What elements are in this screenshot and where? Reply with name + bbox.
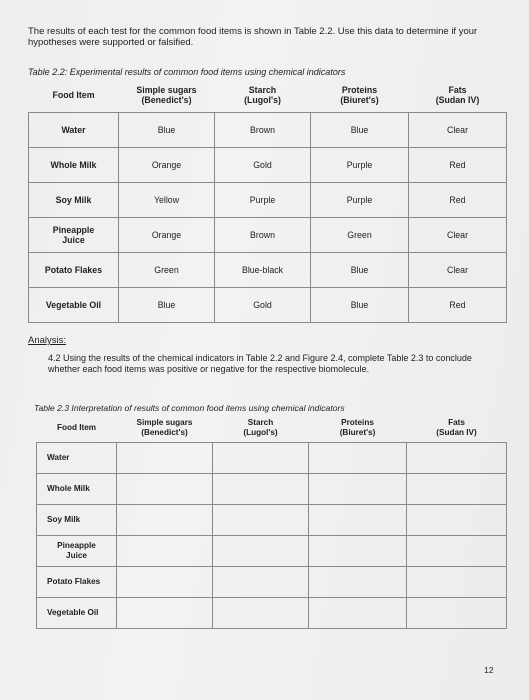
cell-protein: Green bbox=[311, 218, 409, 253]
answer-cell-fat[interactable] bbox=[407, 443, 507, 474]
table-2-3 bbox=[36, 414, 507, 629]
answer-cell-fat[interactable] bbox=[407, 598, 507, 629]
answer-cell-sugar[interactable] bbox=[117, 474, 213, 505]
cell-food: Vegetable Oil bbox=[37, 598, 117, 629]
cell-food: Soy Milk bbox=[29, 183, 119, 218]
answer-cell-sugar[interactable] bbox=[117, 505, 213, 536]
answer-cell-protein[interactable] bbox=[309, 536, 407, 567]
cell-protein: Blue bbox=[311, 288, 409, 323]
header-food-item: Food Item bbox=[37, 414, 117, 443]
answer-cell-protein[interactable] bbox=[309, 598, 407, 629]
cell-sugar: Orange bbox=[119, 218, 215, 253]
answer-cell-starch[interactable] bbox=[213, 505, 309, 536]
table-row bbox=[37, 536, 507, 567]
table-row bbox=[37, 567, 507, 598]
answer-cell-fat[interactable] bbox=[407, 474, 507, 505]
answer-cell-fat[interactable] bbox=[407, 536, 507, 567]
cell-starch: Brown bbox=[215, 218, 311, 253]
header-proteins: Proteins (Biuret's) bbox=[309, 414, 407, 443]
answer-cell-sugar[interactable] bbox=[117, 598, 213, 629]
answer-cell-starch[interactable] bbox=[213, 567, 309, 598]
table-row bbox=[29, 183, 507, 218]
cell-food: Soy Milk bbox=[37, 505, 117, 536]
table-row bbox=[37, 505, 507, 536]
answer-cell-starch[interactable] bbox=[213, 474, 309, 505]
table-row bbox=[37, 598, 507, 629]
cell-fat: Red bbox=[409, 288, 507, 323]
header-food-item: Food Item bbox=[52, 90, 95, 100]
cell-sugar: Blue bbox=[119, 113, 215, 148]
cell-food: Water bbox=[37, 443, 117, 474]
page-number: 12 bbox=[484, 665, 494, 675]
intro-text: The results of each test for the common food items is shown in Table 2.2. Use this data to determine if your hypotheses were supported or falsified. bbox=[28, 26, 478, 48]
table-row bbox=[29, 113, 507, 148]
table-2-2-header-row bbox=[29, 78, 507, 113]
cell-starch: Gold bbox=[215, 288, 311, 323]
cell-protein: Blue bbox=[311, 253, 409, 288]
cell-protein: Purple bbox=[311, 148, 409, 183]
table-2-2-caption: Table 2.2: Experimental results of common food items using chemical indicators bbox=[28, 67, 346, 77]
header-simple-sugars: Simple sugars (Benedict's) bbox=[136, 85, 197, 105]
cell-starch: Blue-black bbox=[215, 253, 311, 288]
cell-sugar: Blue bbox=[119, 288, 215, 323]
cell-fat: Clear bbox=[409, 253, 507, 288]
cell-food: Whole Milk bbox=[29, 148, 119, 183]
cell-sugar: Yellow bbox=[119, 183, 215, 218]
cell-fat: Clear bbox=[409, 113, 507, 148]
cell-food: Potato Flakes bbox=[29, 253, 119, 288]
cell-food: Pineapple Juice bbox=[37, 536, 117, 567]
header-fats: Fats (Sudan IV) bbox=[435, 85, 480, 105]
table-2-2 bbox=[28, 78, 507, 323]
cell-fat: Red bbox=[409, 183, 507, 218]
answer-cell-fat[interactable] bbox=[407, 567, 507, 598]
cell-sugar: Orange bbox=[119, 148, 215, 183]
analysis-text: 4.2 Using the results of the chemical indicators in Table 2.2 and Figure 2.4, complete Table 2.3 to conclude whether each food items was positive or negative for the respective biomolecule. bbox=[48, 353, 472, 374]
table-row bbox=[37, 474, 507, 505]
cell-sugar: Green bbox=[119, 253, 215, 288]
table-2-3-header-row bbox=[37, 414, 507, 443]
header-starch: Starch (Lugol's) bbox=[244, 85, 281, 105]
header-simple-sugars: Simple sugars (Benedict's) bbox=[117, 414, 213, 443]
answer-cell-protein[interactable] bbox=[309, 567, 407, 598]
cell-protein: Purple bbox=[311, 183, 409, 218]
answer-cell-starch[interactable] bbox=[213, 443, 309, 474]
answer-cell-protein[interactable] bbox=[309, 505, 407, 536]
table-row bbox=[29, 253, 507, 288]
cell-fat: Red bbox=[409, 148, 507, 183]
table-row bbox=[37, 443, 507, 474]
cell-food: Water bbox=[29, 113, 119, 148]
cell-food: Vegetable Oil bbox=[29, 288, 119, 323]
cell-starch: Brown bbox=[215, 113, 311, 148]
cell-fat: Clear bbox=[409, 218, 507, 253]
cell-food: Whole Milk bbox=[37, 474, 117, 505]
analysis-label: Analysis: bbox=[28, 335, 67, 346]
answer-cell-starch[interactable] bbox=[213, 536, 309, 567]
answer-cell-sugar[interactable] bbox=[117, 443, 213, 474]
header-fats: Fats (Sudan IV) bbox=[407, 414, 507, 443]
cell-food: Pineapple Juice bbox=[29, 218, 119, 253]
cell-starch: Purple bbox=[215, 183, 311, 218]
cell-starch: Gold bbox=[215, 148, 311, 183]
answer-cell-protein[interactable] bbox=[309, 443, 407, 474]
table-row bbox=[29, 288, 507, 323]
cell-food: Potato Flakes bbox=[37, 567, 117, 598]
answer-cell-fat[interactable] bbox=[407, 505, 507, 536]
answer-cell-starch[interactable] bbox=[213, 598, 309, 629]
table-row bbox=[29, 148, 507, 183]
table-row bbox=[29, 218, 507, 253]
table-2-3-caption: Table 2.3 Interpretation of results of common food items using chemical indicators bbox=[34, 403, 345, 413]
header-starch: Starch (Lugol's) bbox=[213, 414, 309, 443]
cell-protein: Blue bbox=[311, 113, 409, 148]
answer-cell-sugar[interactable] bbox=[117, 567, 213, 598]
header-proteins: Proteins (Biuret's) bbox=[340, 85, 379, 105]
answer-cell-sugar[interactable] bbox=[117, 536, 213, 567]
answer-cell-protein[interactable] bbox=[309, 474, 407, 505]
